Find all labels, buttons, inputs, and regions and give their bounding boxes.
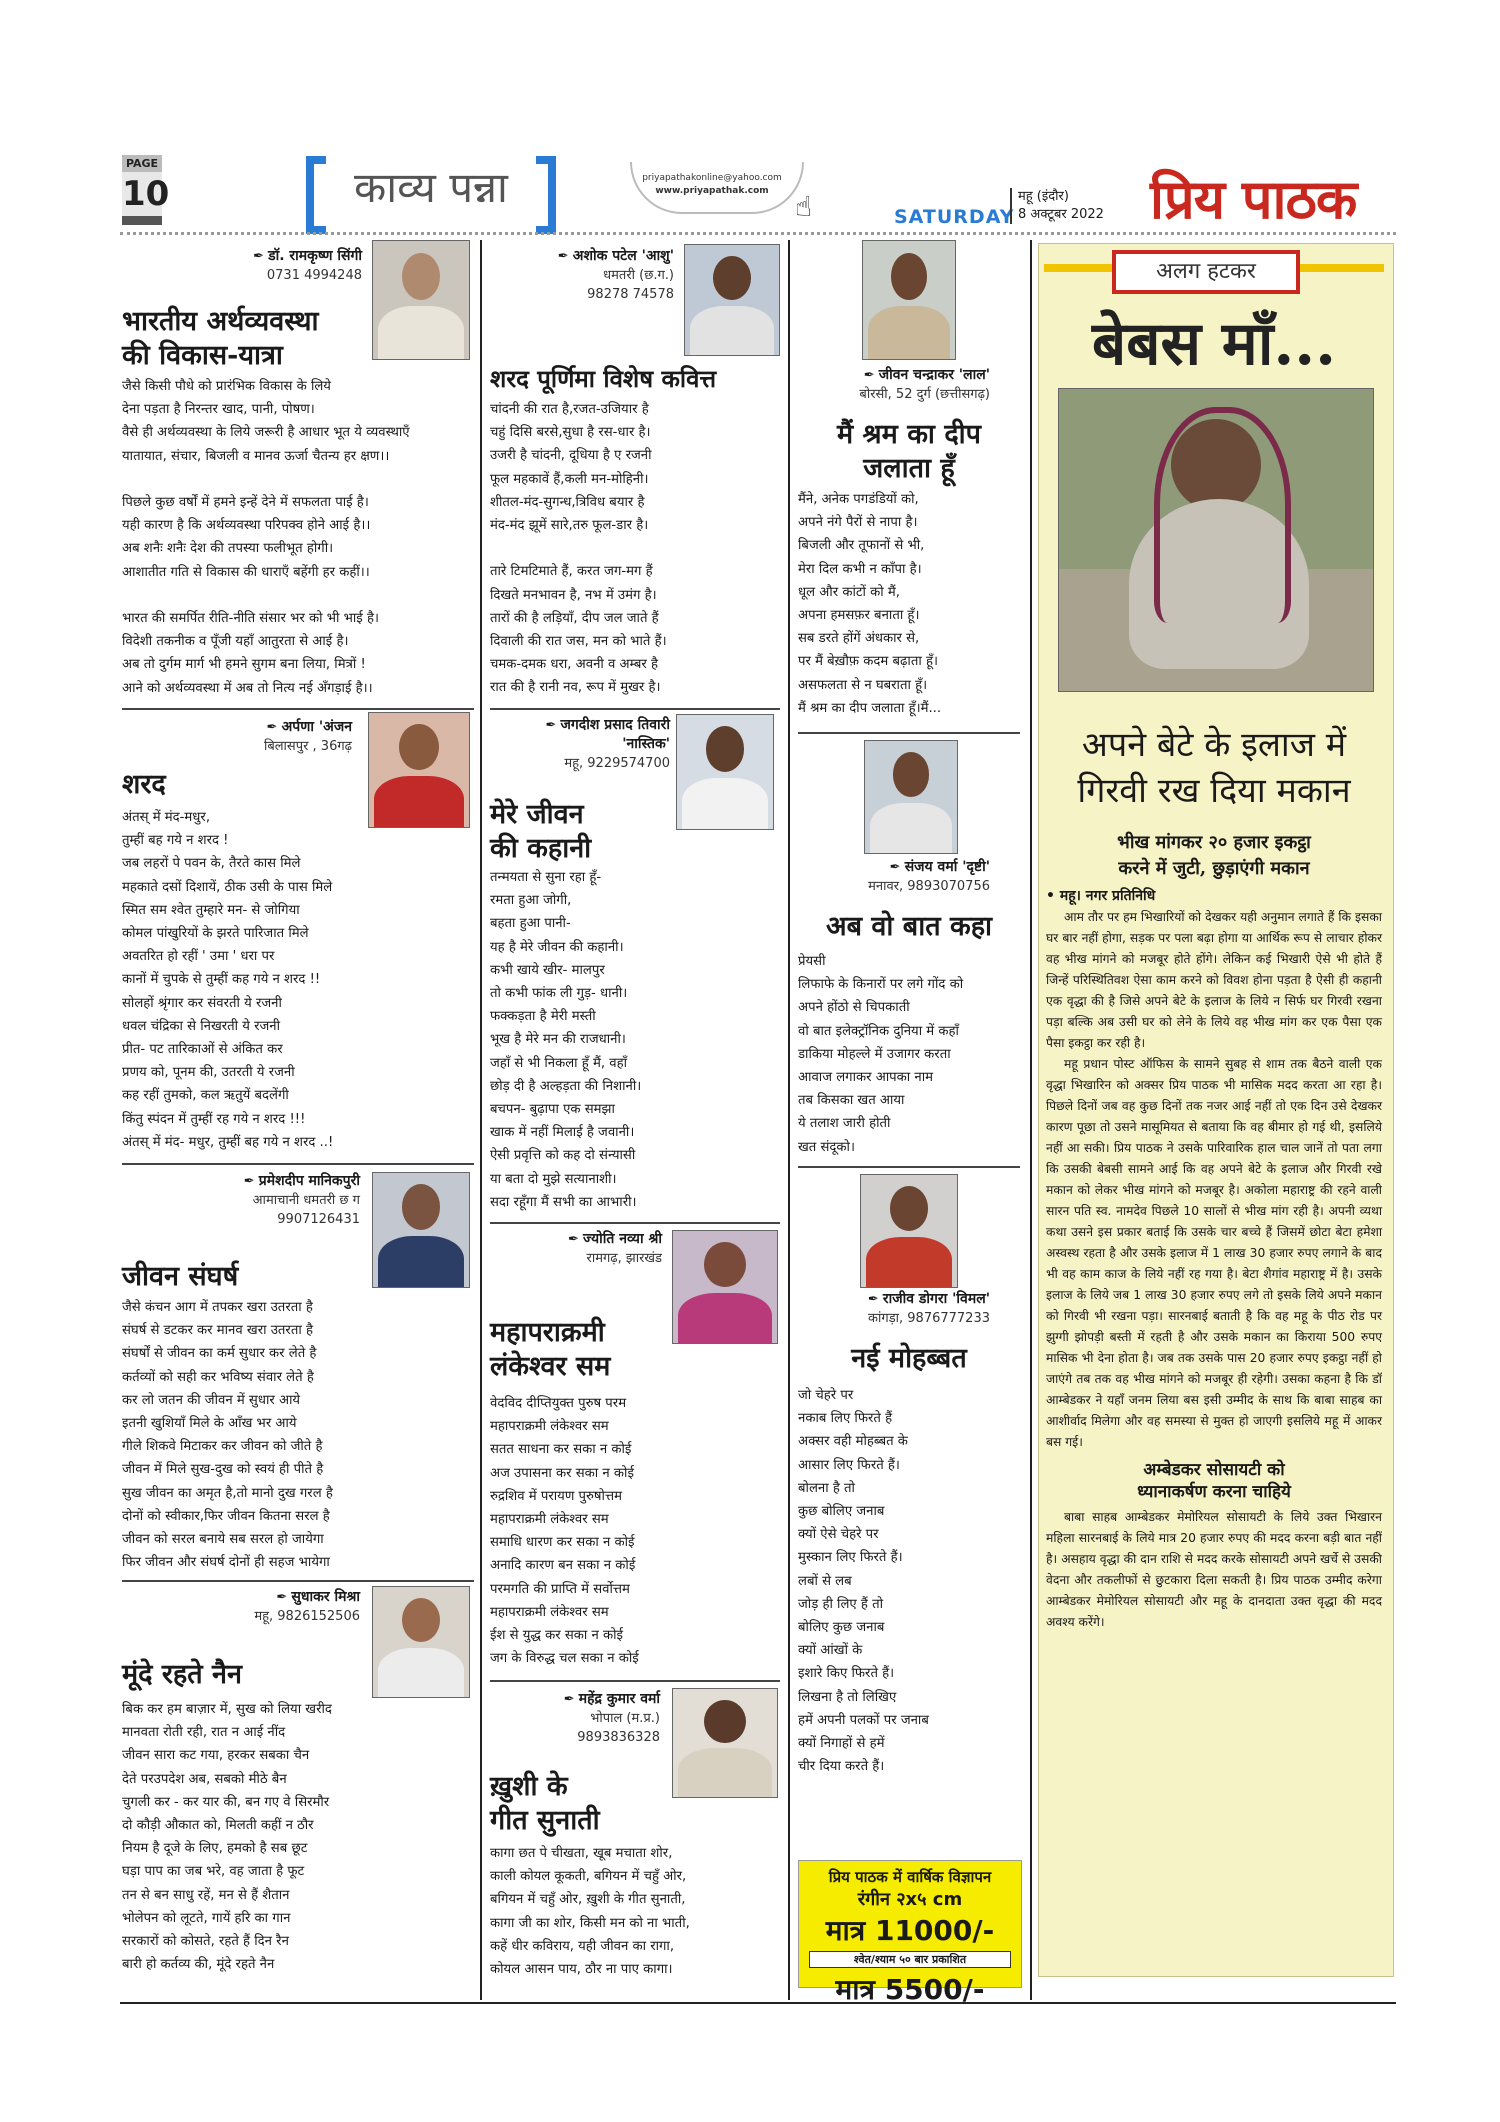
quill-pen-icon: ✒ — [243, 1174, 259, 1189]
article-subhead: अम्बेडकर सोसायटी को ध्यानाकर्षण करना चाहिये — [1137, 1460, 1291, 1502]
website-link[interactable]: www.priyapathak.com — [655, 186, 769, 196]
article-paragraph: महू प्रधान पोस्ट ऑफिस के सामने सुबह से शाम तक बैठने वाली एक वृद्धा भिखारिन को अक्सर प्रिय पाठक भी मासिक मदद करता आ रहा है। पिछले दिनों जब वह कुछ दिनों तक नजर आई नहीं तो एक दिन उसे देखकर कारण पूछा तो उसने मासूमियत से बताया कि वह बीमार हो गई थी, इसलिये नहीं आ सकी। प्रिय पाठक ने उसके पारिवारिक हाल चाल जानें तो पता लगा कि उसकी बेबसी सामने आई कि वह अपने बेटे के इलाज और गिरवी रखे मकान को लेकर भीख मांगने को मजबूर है। अकोला महाराष्ट्र की रहने वाली सारन पति स्व. नामदेव पिछले 10 सालों से भीख मांग रही है। अपनी व्यथा कथा उसने इस प्रकार बताई कि उसके चार बच्चे हैं जिसमें छोटा बेटा हमेशा अस्वस्थ रहता है और उसके इलाज में 1 लाख 30 हजार रुपए लगाने के बाद भी वह काम काज के लिये नहीं रह गया है। बेटा शैगांव महाराष्ट्र में है। उसके इलाज के लिये जब 1 लाख 30 हजार रुपए लगे तो इसके लिये अपने मकान को गिरवी भी रखना पड़ा। सारनबाई बताती है कि वह महू के पीठ रोड पर झुग्गी झोपड़ी बस्ती में रहती है और उसके मकान का किराया 500 रुपए मासिक भी देना होता है। जब तक उसके पास 20 हजार रुपए इकट्ठा नहीं हो जाएंगे तब तक वह भीख मांगने को मजबूर ही रहेगी। उसका कहना है कि डॉ आम्बेडकर ने यहाँ जनम लिया बस इसी उम्मीद के साथ कि बाबा साहब का आशीर्वाद मिलेगा और वह समस्या से मुक्त हो जाएगी इसलिये महू में आकर बस गई। — [1046, 1057, 1382, 1449]
quill-pen-icon: ✒ — [568, 1232, 584, 1247]
author-photo — [372, 1586, 470, 1698]
divider — [798, 1166, 1020, 1168]
divider — [490, 1680, 780, 1682]
poem-title: अब वो बात कहा — [825, 911, 993, 942]
date-block — [1010, 188, 1104, 224]
poem-body: बिक कर हम बाज़ार में, सुख को लिया खरीद मानवता रोती रही, रात न आई नींद जीवन सारा कट गया, हरकर सबका चैन देते परउपदेश अब, सबको मीठे बैन चुगली कर - कर यार की, बन गए वे सिरमौर दो कौड़ी औकात को, मिलती कहीं न ठौर नियम है दूजे के लिए, हमको है सब छूट घड़ा पाप का जब भरे, वह जाता है फूट तन से बन साधु रहें, मन से हैं शैतान भोलेपन को लूटते, गायें हरि का गान सरकारों को कोसते, रहते हैं दिन रैन बारी हो कर्तव्य की, मूंदे रहते नैन — [122, 1702, 332, 1973]
section-title-text: काव्य पन्ना — [354, 163, 508, 212]
poem-body: अंतस् में मंद-मधुर, तुम्हीं बह गये न शरद ! जब लहरों पे पवन के, तैरते कास मिले महकाते दसों दिशायें, ठीक उसी के पास मिले स्मित सम श्वेत तुम्हारे मन- से जोगिया कोमल पांखुरियों के झरते पारिजात मिले अवतरित हो रहीं ' उमा ' धरा पर कानों में चुपके से तुम्हीं कह गये न शरद !! सोलहों श्रृंगार कर संवरती ये रजनी धवल चंद्रिका से निखरती ये रजनी प्रीत- पट तारिकाओं से अंकित कर प्रणय को, पूनम की, उतरती ये रजनी कह रहीं तुमको, कल ऋतुयें बदलेंगी किंतु स्पंदन में तुम्हीं रह गये न शरद !!! अंतस् में मंद- मधुर, तुम्हीं बह गये न शरद ..! — [122, 810, 334, 1150]
ad-line: श्वेत/श्याम ५० बार प्रकाशित — [809, 1951, 1011, 1968]
author-byline: ✒ ज्योति नव्या श्री रामगढ़, झारखंड — [568, 1231, 662, 1266]
right-bracket — [536, 156, 556, 234]
quill-pen-icon: ✒ — [863, 368, 879, 383]
quill-pen-icon: ✒ — [889, 860, 905, 875]
quill-pen-icon: ✒ — [266, 720, 282, 735]
poem-title: मूंदे रहते नैन — [122, 1659, 243, 1690]
author-photo — [864, 740, 958, 854]
ad-line: प्रिय पाठक में वार्षिक विज्ञापन — [828, 1868, 992, 1886]
page-label: PAGE — [122, 155, 162, 172]
poem-body: प्रेयसी लिफाफे के किनारों पर लगे गोंद को अपने होंठो से चिपकाती वो बात इलेक्ट्रॉनिक दुनिया में कहाँ डाकिया मोहल्ले में उजागर करता आवाज लगाकर आपका नाम तब किसका खत आया ये तलाश जारी होती खत संदूको। — [798, 954, 964, 1155]
tag-label: अलग हटकर — [1112, 250, 1300, 294]
divider — [122, 1580, 474, 1582]
divider — [122, 1163, 474, 1165]
col-divider-2 — [788, 240, 790, 2000]
quill-pen-icon: ✒ — [557, 249, 573, 264]
author-byline: ✒ प्रमेशदीप मानिकपुरी आमाचानी धमतरी छ ग 9907126431 — [243, 1173, 360, 1227]
author-byline: ✒ जगदीश प्रसाद तिवारी 'नास्तिक' महू, 9229574700 — [545, 717, 670, 771]
dateline: • महू। नगर प्रतिनिधि — [1046, 888, 1156, 904]
author-photo — [372, 1172, 470, 1288]
left-bracket — [306, 156, 326, 234]
author-photo — [676, 714, 774, 830]
headline: बेबस माँ... — [1091, 309, 1337, 379]
poem-body: तन्मयता से सुना रहा हूँ- रमता हुआ जोगी, बहता हुआ पानी- यह है मेरे जीवन की कहानी। कभी खाये खीर- मालपुर तो कभी फांक ली गुड़- धानी। फक्कड़ता है मेरी मस्ती भूख है मेरे मन की राजधानी। जहाँ से भी निकला हूँ मैं, वहाँ छोड़ दी है अल्हड़ता की निशानी। बचपन- बुढ़ापा एक समझा खाक में नहीं मिलाई है जवानी। ऐसी प्रवृत्ति को कह दो संन्यासी या बता दो मुझे सत्यानाशी। सदा रहूँगा मैं सभी का आभारी। — [490, 870, 642, 1210]
web-info — [622, 172, 802, 198]
poem-title: शरद पूर्णिमा विशेष कवित्त — [490, 364, 717, 393]
author-byline: ✒ अर्पणा 'अंजन बिलासपुर , 36गढ़ — [263, 719, 352, 754]
poem-body: मैंने, अनेक पगडंडियों को, अपने नंगे पैरों से नापा है। बिजली और तूफानों से भी, मेरा दिल कभी न काँपा है। धूल और कांटों को मैं, अपना हमसफ़र बनाता हूँ। सब डरते होंगें अंधकार से, पर मैं बेख़ौफ़ कदम बढ़ाता हूँ। असफलता से न घबराता हूँ। मैं श्रम का दीप जलाता हूँ।मैं... — [798, 492, 942, 716]
author-byline: ✒ डॉ. रामकृष्ण सिंगी 0731 4994248 — [253, 248, 362, 283]
quill-pen-icon: ✒ — [563, 1692, 579, 1707]
poem-title: ख़ुशी के गीत सुनाती — [490, 1771, 600, 1836]
poem-body: जैसे किसी पौधे को प्रारंभिक विकास के लिये देना पड़ता है निरन्तर खाद, पानी, पोषण। वैसे ही अर्थव्यवस्था के लिये जरूरी है आधार भूत ये व्यवस्थाएँ यातायात, संचार, बिजली व मानव ऊर्जा चैतन्य हर क्षण।। पिछले कुछ वर्षों में हमने इन्हें देने में सफलता पाई है। यही कारण है कि अर्थव्यवस्था परिपक्व होने आई है।। अब शनैः शनैः देश की तपस्या फलीभूत होगी। आशातीत गति से विकास की धाराएँ बहेंगी हर कहीं।। भारत की समर्पित रीति-नीति संसार भर को भी भाई है। विदेशी तकनीक व पूँजी यहाँ आतुरता से आई है। अब तो दुर्गम मार्ग भी हमने सुगम बना लिया, मित्रों ! आने को अर्थव्यवस्था में अब तो नित्य नई अँगड़ाई है।। — [122, 379, 410, 696]
newspaper-logo: प्रिय पाठक — [1150, 167, 1357, 231]
author-byline: ✒ जीवन चन्द्राकर 'लाल' बोरसी, 52 दुर्ग (छत्तीसगढ़) — [859, 367, 990, 402]
poem-title: नई मोहब्बत — [851, 1343, 967, 1374]
divider — [490, 708, 780, 710]
ad-price: मात्र 11000/- — [825, 1914, 995, 1947]
author-byline: ✒ सुधाकर मिश्रा महू, 9826152506 — [254, 1589, 360, 1624]
ad-line: रंगीन २x५ cm — [857, 1889, 963, 1910]
article-paragraph: आम तौर पर हम भिखारियों को देखकर यही अनुमान लगाते हैं कि इसका घर बार नहीं होगा, सड़क पर पला बढ़ा होगा या आर्थिक रूप से लाचार होकर वह भीख मांगने को मजबूर होते होंगे। लेकिन कई भिखारी ऐसे भी होते हैं जिन्हें परिस्थितिवश ऐसा काम करने को विवश होना पड़ता है ऐसी ही कहानी एक वृद्धा की है जिसे अपने बेटे के इलाज के लिये न सिर्फ घर गिरवी रखना पड़ा बल्कि अब उसी घर को लेने के लिये वह भीख मांग कर एक पैसा एक पैसा इकट्ठा कर रही है। — [1046, 910, 1382, 1050]
main-headline: अपने बेटे के इलाज में गिरवी रख दिया मकान — [1077, 725, 1351, 811]
quill-pen-icon: ✒ — [253, 249, 269, 264]
page-number: 10 — [122, 174, 170, 214]
email-link[interactable]: priyapathakonline@yahoo.com — [642, 173, 782, 183]
author-byline: ✒ संजय वर्मा 'दृष्टी' मनावर, 9893070756 — [868, 859, 990, 894]
header-divider — [120, 232, 1396, 235]
poem-title: शरद — [122, 769, 166, 800]
sub-headline: भीख मांगकर २० हजार इकट्ठा करने में जुटी, छुड़ाएंगी मकान — [1117, 832, 1311, 879]
poem-title: मैं श्रम का दीप जलाता हूँ — [836, 419, 981, 484]
page-bottom-rule — [120, 2002, 1396, 2004]
quill-pen-icon: ✒ — [867, 1292, 883, 1307]
hand-cursor-icon: ☝ — [795, 190, 813, 223]
article-paragraph: बाबा साहब आम्बेडकर मेमोरियल सोसायटी के लिये उक्त भिखारन महिला सारनबाई के लिये मात्र 20 हजार रुपए की मदद करना बड़ी बात नहीं है। असहाय वृद्धा की दान राशि से मदद करके सोसायटी अपने खर्चे से उसकी वेदना और तकलीफों से छुटकारा दिला सकती है। प्रिय पाठक उम्मीद करेगा आम्बेडकर मेमोरियल सोसायटी और महू के दानदाता उक्त वृद्धा की मदद अवश्य करेंगे। — [1046, 1510, 1382, 1629]
poem-title: भारतीय अर्थव्यवस्था की विकास-यात्रा — [122, 306, 319, 371]
author-photo — [372, 240, 470, 360]
author-photo — [862, 240, 956, 360]
section-title — [306, 152, 556, 224]
quill-pen-icon: ✒ — [545, 718, 561, 733]
poem-title: मेरे जीवन की कहानी — [490, 799, 592, 864]
divider — [798, 732, 1020, 734]
divider — [122, 708, 474, 710]
poem-body: वेदविद दीप्तियुक्त पुरुष परम महापराक्रमी लंकेश्वर सम सतत साधना कर सका न कोई अज उपासना कर सका न कोई रुद्रशिव में परायण पुरुषोत्तम महापराक्रमी लंकेश्वर सम समाधि धारण कर सका न कोई अनादि कारण बन सका न कोई परमगति की प्राप्ति में सर्वोत्तम महापराक्रमी लंकेश्वर सम ईश से युद्ध कर सका न कोई जग के विरुद्ध चल सका न कोई — [490, 1396, 639, 1667]
col-divider-1 — [480, 240, 482, 2000]
author-byline: ✒ महेंद्र कुमार वर्मा भोपाल (म.प्र.) 9893836328 — [563, 1691, 660, 1745]
day-label: SATURDAY — [894, 206, 1015, 228]
poem-title: महापराक्रमी लंकेश्वर सम — [490, 1317, 611, 1382]
news-photo — [1058, 388, 1374, 692]
author-photo — [684, 244, 780, 356]
col-divider-3 — [1030, 240, 1032, 2000]
divider — [490, 1222, 780, 1224]
author-photo — [860, 1174, 958, 1288]
author-byline: ✒ राजीव डोगरा 'विमल' कांगड़ा, 9876777233 — [867, 1291, 990, 1326]
poem-body: चांदनी की रात है,रजत-उजियार है चहुं दिसि बरसे,सुधा है रस-धार है। उजरी है चांदनी, दूधिया है ए रजनी फूल महकावें हैं,कली मन-मोहिनी। शीतल-मंद-सुगन्ध,त्रिविध बयार है मंद-मंद झूमें सारे,तरु फूल-डार है। तारे टिमटिमाते हैं, करत जग-मग हैं दिखते मनभावन है, नभ में उमंग है। तारों की है लड़ियाँ, दीप जल जाते हैं दिवाली की रात जस, मन को भाते हैं। चमक-दमक धरा, अवनी व अम्बर है रात की है रानी नव, रूप में मुखर है। — [490, 402, 667, 696]
quill-pen-icon: ✒ — [276, 1590, 292, 1605]
page-number-tag — [122, 155, 170, 225]
date: 8 अक्टूबर 2022 — [1018, 207, 1104, 222]
poem-body: जो चेहरे पर नकाब लिए फिरते हैं अक्सर वही मोहब्बत के आसार लिए फिरते हैं। बोलना है तो कुछ बोलिए जनाब क्यों ऐसे चेहरे पर मुस्कान लिए फिरते हैं। लबों से लब जोड़ ही लिए हैं तो बोलिए कुछ जनाब क्यों आंखों के इशारे किए फिरते हैं। लिखना है तो लिखिए हमें अपनी पलकों पर जनाब क्यों निगाहों से हमें चीर दिया करते हैं। — [798, 1388, 929, 1775]
poem-body: कागा छत पे चीखता, खूब मचाता शोर, काली कोयल कूकती, बगियन में चहुँ ओर, बगियन में चहुँ ओर, ख़ुशी के गीत सुनाती, कागा जी का शोर, किसी मन को ना भाती, कहें धीर कविराय, यही जीवन का रागा, कोयल आसन पाय, ठौर ना पाए कागा। — [490, 1846, 690, 1978]
city: महू (इंदौर) — [1018, 189, 1069, 204]
poem-body: जैसे कंचन आग में तपकर खरा उतरता है संघर्ष से डटकर कर मानव खरा उतरता है संघर्षों से जीवन का कर्म सुधार कर लेते है कर्तव्यों को सही कर भविष्य संवार लेते है कर लो जतन की जीवन में सुधार आये इतनी खुशियाँ मिले के आँख भर आये गीले शिकवे मिटाकर कर जीवन को जीते है जीवन में मिले सुख-दुख को स्वयं ही पीते है सुख जीवन का अमृत है,तो मानो दुख गरल है दोनों को स्वीकार,फिर जीवन कितना सरल है जीवन को सरल बनाये सब सरल हो जायेगा फिर जीवन और संघर्ष दोनों ही सहज भायेगा — [122, 1300, 333, 1571]
news-article — [1046, 886, 1382, 1633]
author-byline: ✒ अशोक पटेल 'आशु' धमतरी (छ.ग.) 98278 74578 — [557, 248, 674, 302]
ad-price: मात्र 5500/- — [835, 1973, 985, 2006]
poem-title: जीवन संघर्ष — [122, 1261, 239, 1292]
ad-box — [798, 1860, 1022, 2006]
